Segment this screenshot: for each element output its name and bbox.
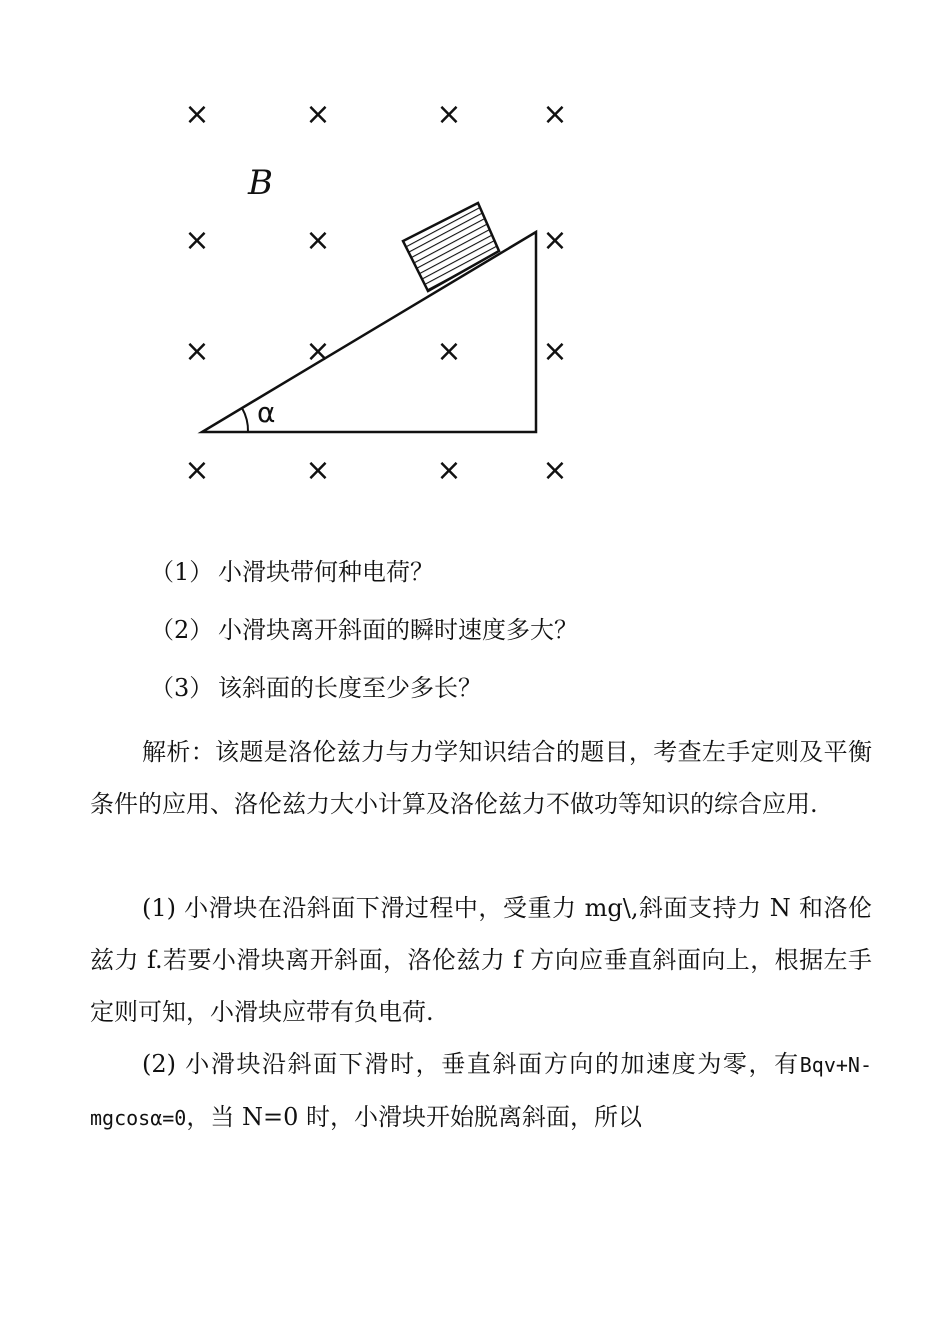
field-cross: ×	[184, 453, 210, 488]
formula: Bqv+N-mgcosα=0	[90, 1053, 872, 1130]
analysis-part-1-text: (1) 小滑块在沿斜面下滑过程中，受重力 mg\,斜面支持力 N 和洛伦兹力 f.若要小滑块离开斜面，洛伦兹力 f 方向应垂直斜面向上，根据左手定则可知，小滑块应带有负电荷.	[90, 894, 872, 1026]
field-cross: ×	[436, 334, 462, 369]
question-1	[150, 556, 434, 588]
question-number: （1）	[150, 558, 214, 586]
analysis-intro-text: 解析：该题是洛伦兹力与力学知识结合的题目，考查左手定则及平衡条件的应用、洛伦兹力大小计算及洛伦兹力不做功等知识的综合应用.	[90, 738, 872, 818]
question-text: 小滑块带何种电荷？	[218, 558, 434, 586]
question-number: （2）	[150, 616, 214, 644]
analysis-part-2-tail: ，当 N=0 时，小滑块开始脱离斜面，所以	[186, 1103, 642, 1131]
analysis-part-1	[90, 882, 872, 1038]
field-cross: ×	[305, 334, 331, 369]
field-cross: ×	[184, 97, 210, 132]
question-3	[150, 672, 482, 704]
field-cross: ×	[305, 223, 331, 258]
analysis-part-2	[90, 1038, 872, 1144]
question-text: 小滑块离开斜面的瞬时速度多大？	[218, 616, 578, 644]
field-cross: ×	[542, 223, 568, 258]
angle-label: α	[257, 396, 276, 429]
field-cross: ×	[305, 453, 331, 488]
analysis-intro	[90, 726, 872, 830]
analysis-part-2-text: (2) 小滑块沿斜面下滑时，垂直斜面方向的加速度为零，有	[142, 1050, 800, 1078]
incline-triangle	[202, 232, 536, 432]
field-cross: ×	[542, 334, 568, 369]
question-text: 该斜面的长度至少多长？	[218, 674, 482, 702]
field-cross: ×	[305, 97, 331, 132]
field-cross: ×	[542, 453, 568, 488]
field-cross: ×	[436, 97, 462, 132]
field-label: B	[248, 163, 273, 203]
angle-arc	[242, 408, 248, 432]
field-cross: ×	[542, 97, 568, 132]
field-cross: ×	[436, 453, 462, 488]
slider-block	[403, 203, 499, 291]
question-number: （3）	[150, 674, 214, 702]
incline-diagram	[0, 0, 950, 520]
field-cross: ×	[184, 223, 210, 258]
field-cross: ×	[184, 334, 210, 369]
question-2	[150, 614, 578, 646]
physics-figure	[0, 0, 950, 520]
analysis-part-2-paragraph	[90, 1038, 872, 1144]
